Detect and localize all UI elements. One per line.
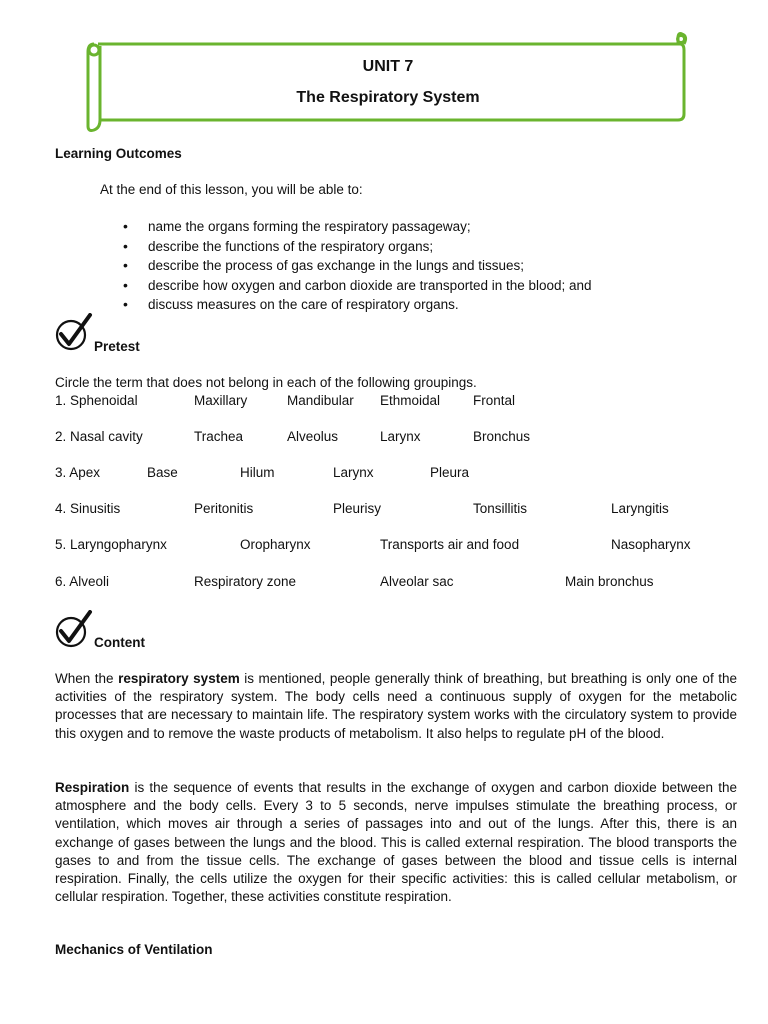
question-term: Maxillary — [194, 393, 248, 408]
content-heading: Content — [94, 635, 145, 650]
list-item: • discuss measures on the care of respiratory organs. — [123, 295, 592, 315]
question-term: Main bronchus — [565, 574, 654, 589]
question-term: Base — [147, 465, 178, 480]
pretest-instruction: Circle the term that does not belong in each of the following groupings. — [55, 375, 477, 390]
question-term: Transports air and food — [380, 537, 520, 552]
question-term: Hilum — [240, 465, 275, 480]
unit-title: The Respiratory System — [296, 89, 480, 106]
question-term: Alveolus — [287, 429, 339, 444]
question-row — [55, 537, 755, 555]
question-term: Laryngitis — [611, 501, 669, 516]
question-term: 4. Sinusitis — [55, 501, 121, 516]
question-term: 6. Alveoli — [55, 574, 110, 589]
question-term: Larynx — [333, 465, 374, 480]
question-term: Trachea — [194, 429, 244, 444]
list-item: • describe how oxygen and carbon dioxide are transported in the blood; and — [123, 276, 592, 296]
question-term: 2. Nasal cavity — [55, 429, 143, 444]
unit-banner — [84, 30, 692, 134]
list-item: • name the organs forming the respiratory passageway; — [123, 217, 592, 237]
question-term: Oropharynx — [240, 537, 311, 552]
question-term: Nasopharynx — [611, 537, 691, 552]
question-term: Mandibular — [287, 393, 354, 408]
question-row — [55, 574, 755, 592]
unit-number: UNIT 7 — [362, 58, 414, 75]
question-row — [55, 501, 755, 519]
question-term: Alveolar sac — [380, 574, 454, 589]
list-item: • describe the functions of the respiratory organs; — [123, 237, 592, 257]
question-term: 1. Sphenoidal — [55, 393, 138, 408]
learning-outcomes-heading: Learning Outcomes — [55, 146, 182, 161]
paragraph-text: is mentioned, people generally think of breathing, but breathing is only one of the activities of the respiratory system. The body cells need a continuous supply of oxygen for the metabolic processes that are necessary to maintain life. The respiratory system works with the circulatory system to provide this oxygen and to remove the waste products of metabolism. It also helps to regulate pH of the blood. — [55, 671, 737, 741]
question-term: Larynx — [380, 429, 421, 444]
question-row — [55, 393, 755, 411]
question-row — [55, 465, 755, 483]
question-term: Peritonitis — [194, 501, 254, 516]
question-term: Bronchus — [473, 429, 531, 444]
question-term: Tonsillitis — [473, 501, 528, 516]
list-item: • describe the process of gas exchange in the lungs and tissues; — [123, 256, 592, 276]
learning-outcomes-list — [123, 217, 592, 315]
question-term: Respiratory zone — [194, 574, 297, 589]
paragraph-text: When the — [55, 671, 119, 686]
term-respiration: Respiration — [55, 780, 130, 795]
term-respiratory-system: respiratory system — [118, 671, 240, 686]
question-row — [55, 429, 755, 447]
pretest-heading: Pretest — [94, 339, 140, 354]
learning-outcomes-intro: At the end of this lesson, you will be able to: — [100, 182, 363, 197]
content-paragraph-1 — [55, 670, 737, 743]
checkmark-icon — [54, 313, 94, 353]
checkmark-icon — [54, 610, 94, 650]
question-term: Ethmoidal — [380, 393, 441, 408]
paragraph-text: is the sequence of events that results in the exchange of oxygen and carbon dioxide between the atmosphere and the body cells. Every 3 to 5 seconds, nerve impulses stimulate the breathing process, or ventilation, which moves air through a series of passages into and out of the lungs. After this, there is an exchange of gases between the lungs and the blood. This is called external respiration. The blood transports the gases to and from the tissue cells. The exchange of gases between the blood and tissue cells is internal respiration. Finally, the cells utilize the oxygen for their specific activities: this is called cellular metabolism, or cellular respiration. Together, these activities constitute respiration. — [55, 780, 737, 905]
question-term: 3. Apex — [55, 465, 101, 480]
question-term: 5. Laryngopharynx — [55, 537, 167, 552]
content-paragraph-2 — [55, 779, 737, 906]
question-term: Pleurisy — [333, 501, 382, 516]
question-term: Frontal — [473, 393, 516, 408]
mechanics-of-ventilation-heading: Mechanics of Ventilation — [55, 942, 213, 957]
question-term: Pleura — [430, 465, 470, 480]
